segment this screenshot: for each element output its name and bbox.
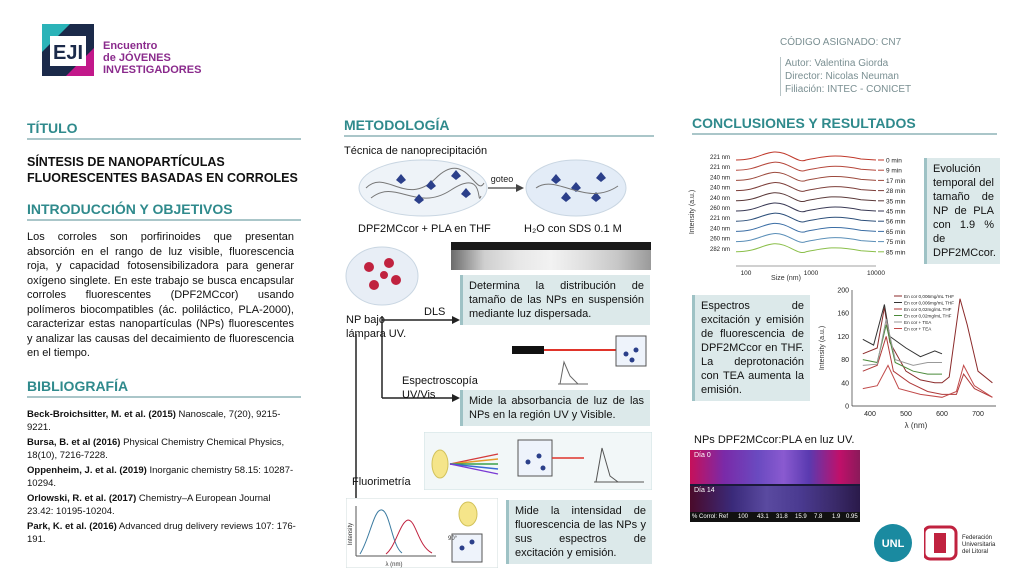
dls-peak-label: 240 nm [710, 175, 731, 182]
left-flask-label: DPF2MCcor + PLA en THF [358, 223, 491, 235]
svg-text:UNL: UNL [881, 538, 905, 550]
spec-legend-label: En cor + TEA [904, 320, 932, 325]
dls-legend-label: 35 min [886, 198, 906, 206]
fluor-axis-x: λ (nm) [385, 562, 403, 568]
dls-series-line [736, 162, 876, 171]
logo-text: EJI [52, 42, 84, 64]
dls-result-box: Evolución temporal del tamaño de NP de PLA con 1.9 % de DPF2MCcor. [924, 158, 1000, 264]
unl-logo-icon [873, 523, 913, 563]
conclusions-heading: CONCLUSIONES Y RESULTADOS [692, 115, 997, 135]
dls-ylabel: Intensity (a.u.) [689, 189, 696, 235]
dls-x-tick: 10000 [866, 270, 886, 277]
event-line-2: de JÓVENES [103, 52, 171, 64]
reference-item: Bursa, B. et al (2016) Physical Chemistry Chemical Physics, 18(10), 7216-7228. [27, 437, 285, 461]
spectro-label: Espectroscopía UV/Vis [402, 375, 478, 401]
spec-series-line [863, 336, 993, 397]
poster-title: SÍNTESIS DE NANOPARTÍCULAS FLUORESCENTES BASADAS EN CORROLES [27, 155, 298, 185]
dls-peak-label: 221 nm [710, 216, 731, 223]
title-heading: TÍTULO [27, 120, 301, 140]
angle-label: 90° [448, 536, 458, 542]
svg-text:Federación: Federación [962, 535, 993, 541]
reference-item: Beck-Broichsitter, M. et al. (2015) Nanoscale, 7(20), 9215-9221. [27, 409, 281, 433]
dls-legend-label: 65 min [886, 228, 906, 236]
dls-peak-label: 240 nm [710, 226, 731, 233]
dls-legend-label: 28 min [886, 188, 906, 196]
nanoprecipitation-diagram [356, 158, 636, 220]
event-logo [40, 22, 96, 78]
dls-series-line [736, 234, 876, 243]
assigned-code: CÓDIGO ASIGNADO: CN7 [780, 37, 902, 48]
dls-peak-label: 260 nm [710, 236, 731, 243]
bibliography-heading: BIBLIOGRAFÍA [27, 378, 301, 398]
dls-peak-label: 221 nm [710, 165, 731, 172]
event-name [103, 40, 201, 76]
uvvis-setup-diagram [508, 332, 650, 388]
spec-x-tick: 400 [864, 411, 876, 418]
spec-legend-label: En cor 0,006mg/mL THF [904, 300, 955, 306]
photo-caption: NPs DPF2MCcor:PLA en luz UV. [694, 434, 855, 446]
dls-description: Determina la distribución de tamaño de las NPs en suspensión mediante luz dispersada. [460, 275, 650, 325]
reference-item: Oppenheim, J. et al. (2019) Inorganic chemistry 58.15: 10287-10294. [27, 465, 294, 489]
spectro-description: Mide la absorbancia de luz de las NPs en la región UV y Visible. [460, 390, 650, 426]
dls-legend-label: 85 min [886, 249, 906, 257]
dls-label: DLS [424, 306, 446, 318]
fluor-label: Fluorimetría [352, 476, 411, 488]
intro-heading: INTRODUCCIÓN Y OBJETIVOS [27, 201, 301, 221]
spec-x-tick: 600 [936, 411, 948, 418]
spec-x-tick: 500 [900, 411, 912, 418]
dls-size-chart [686, 142, 922, 282]
dls-legend-label: 0 min [886, 157, 902, 165]
author: Autor: Valentina Giorda [785, 58, 889, 69]
affiliation: Filiación: INTEC - CONICET [785, 84, 912, 95]
spec-y-tick: 0 [845, 403, 849, 411]
dls-series-line [736, 203, 876, 212]
vials-photo [451, 242, 651, 270]
dls-legend-label: 9 min [886, 167, 902, 175]
spec-x-tick: 700 [972, 411, 984, 418]
spec-legend-label: En cor 0,02mg/mL THF [904, 313, 952, 319]
photo-scale: % Corrol: Ref 100 43.1 31.8 15.9 7.8 1.9 0.95 [690, 512, 860, 522]
dls-xlabel: Size (nm) [771, 275, 801, 282]
reference-item: Orlowski, R. et al. (2017) Chemistry–A European Journal 23.42: 10195-10204. [27, 493, 271, 517]
day0-label: Día 0 [694, 452, 711, 459]
spec-ylabel: Intensity (a.u.) [819, 325, 826, 371]
methodology-heading: METODOLOGÍA [344, 117, 654, 137]
spectra-result-box: Espectros de excitación y emisión de fluorescencia de DPF2MCcor en THF. La deprotonación con TEA aumenta la emisión. [692, 295, 810, 401]
dls-peak-label: 221 nm [710, 155, 731, 161]
np-uv-label: NP bajo lámpara UV. [346, 314, 407, 340]
fluor-description: Mide la intensidad de fluorescencia de las NPs y sus espectros de excitación y emisión. [506, 500, 652, 564]
svg-text:Universitaria: Universitaria [962, 542, 996, 548]
fluor-axis-y: Intensity [348, 522, 354, 546]
event-line-1: Encuentro [103, 40, 158, 52]
dls-legend-label: 75 min [886, 239, 906, 247]
spec-y-tick: 120 [837, 333, 849, 341]
fluorescence-spectra-chart [816, 282, 1002, 432]
dls-x-tick: 100 [740, 270, 752, 277]
dls-peak-label: 260 nm [710, 206, 731, 212]
spec-y-tick: 80 [841, 357, 849, 365]
author-info [780, 36, 911, 96]
fluorimetry-setup-diagram [424, 432, 652, 490]
flow-arrows [344, 298, 464, 528]
dls-series-line [736, 183, 876, 192]
spec-y-tick: 160 [837, 310, 849, 318]
dls-series-line [736, 223, 876, 232]
spec-legend-label: En cor + TEA [904, 326, 932, 332]
dls-peak-label: 240 nm [710, 195, 731, 202]
dls-x-tick: 1000 [803, 270, 819, 277]
dls-legend-label: 17 min [886, 177, 906, 185]
day14-label: Día 14 [694, 487, 715, 494]
fluor-spectra-diagram [346, 498, 498, 568]
goteo-label: goteo [490, 174, 514, 184]
dls-peak-label: 282 nm [710, 246, 731, 253]
dls-series-line [736, 193, 876, 202]
dls-series-line [736, 244, 876, 253]
spec-legend-label: En cor 0,02mg/mL THF [904, 307, 952, 312]
spec-legend-label: En cor 0,006mg/mL THF [904, 294, 955, 299]
dls-peak-label: 240 nm [710, 185, 731, 192]
director: Director: Nicolas Neuman [785, 71, 899, 82]
dls-series-line [736, 152, 876, 161]
technique-label: Técnica de nanoprecipitación [344, 145, 488, 157]
dls-series-line [736, 172, 876, 181]
uv-vials-photo [690, 450, 860, 522]
reference-item: Park, K. et al. (2016) Advanced drug delivery reviews 107: 176-191. [27, 521, 296, 545]
university-logo-icon [924, 523, 1014, 563]
svg-text:del Litoral: del Litoral [962, 549, 989, 555]
event-line-3: INVESTIGADORES [103, 64, 202, 76]
right-flask-label: H₂O con SDS 0.1 M [524, 223, 622, 235]
spec-xlabel: λ (nm) [904, 421, 928, 430]
intro-text: Los corroles son porfirinoides que presentan absorción en el rango de luz visible, fluorescencia roja, y capacidad fotosensibilizadora para generar oxígeno singlete. En este trabajo se busca encapsular corroles fluorescentes (DPF2MCcor) usando polímeros biocompatibles (ác. poliláctico, PLA-2000), caracterizar estas nanopartículas (NPs) fluorescentes y analizar las causas del decaimiento de fluorescencia en el tiempo. [27, 231, 294, 359]
dls-legend-label: 45 min [886, 208, 906, 216]
dls-legend-label: 56 min [886, 218, 906, 226]
eji-logo-icon [40, 22, 96, 78]
dls-series-line [736, 213, 876, 222]
spec-y-tick: 40 [841, 380, 849, 388]
spec-y-tick: 200 [837, 287, 849, 295]
reference-list [27, 409, 297, 549]
